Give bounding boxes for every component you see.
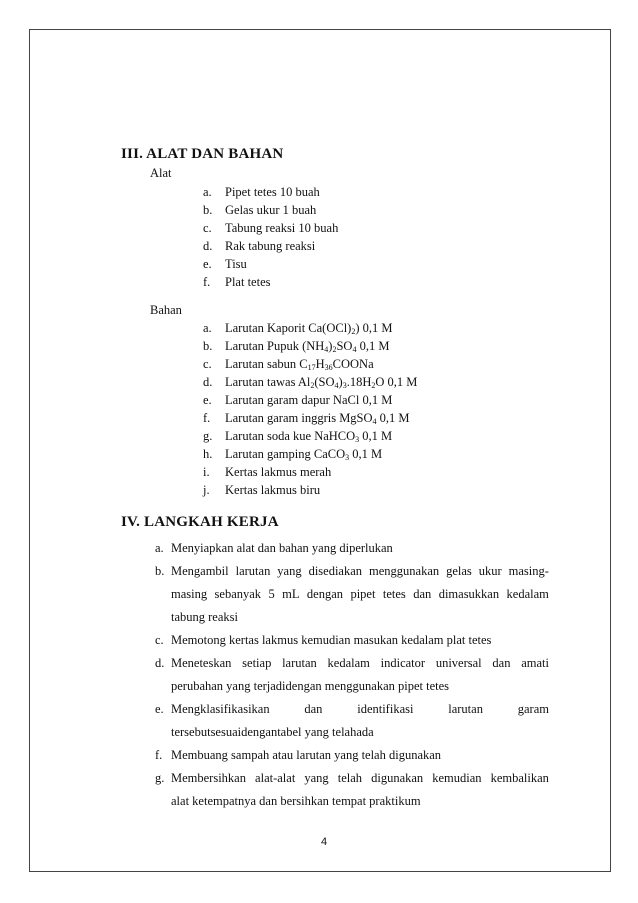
list-marker: c.: [203, 221, 212, 235]
list-marker: d.: [203, 239, 213, 253]
bahan-item: [203, 375, 417, 390]
list-marker: e.: [203, 393, 212, 407]
list-text: Kertas lakmus biru: [225, 483, 321, 497]
bahan-item: [203, 339, 389, 354]
bahan-item: [203, 483, 320, 498]
step-text: Menyiapkan alat dan bahan yang diperlukan: [171, 541, 393, 555]
step-marker: c.: [155, 633, 164, 647]
list-marker: b.: [203, 339, 213, 353]
bahan-label: Bahan: [150, 303, 182, 317]
step-item: [155, 748, 441, 763]
bahan-item: [203, 321, 393, 336]
list-marker: g.: [203, 429, 213, 443]
step-marker: a.: [155, 541, 164, 555]
alat-item: [203, 239, 315, 254]
list-text: Pipet tetes 10 buah: [225, 185, 320, 199]
list-marker: b.: [203, 203, 213, 217]
section-4-heading: IV. LANGKAH KERJA: [121, 514, 279, 530]
bahan-item: [203, 429, 392, 444]
list-text: Tabung reaksi 10 buah: [225, 221, 339, 235]
list-marker: e.: [203, 257, 212, 271]
list-text: Tisu: [225, 257, 247, 271]
list-text: Larutan tawas $Al_2(SO_4)_3.18H_2O$ 0,1 M: [225, 375, 418, 390]
list-text: Larutan garam inggris MgSO$_4$ 0,1 M: [225, 411, 410, 426]
step-marker: d.: [155, 656, 165, 670]
step-item: [155, 633, 491, 648]
step-item: [155, 541, 393, 556]
list-text: Larutan sabun $C_{17}H_{36}COONa$: [225, 357, 374, 372]
list-marker: h.: [203, 447, 213, 461]
alat-item: [203, 257, 247, 272]
list-text: Larutan Kaporit $Ca(OCl)_2$) 0,1 M: [225, 321, 393, 336]
list-marker: f.: [203, 411, 211, 425]
step-marker: b.: [155, 564, 165, 578]
alat-label: Alat: [150, 166, 172, 180]
list-text: Gelas ukur 1 buah: [225, 203, 317, 217]
step-marker: e.: [155, 702, 164, 716]
alat-item: [203, 185, 320, 200]
page-number: 4: [320, 836, 328, 848]
list-marker: a.: [203, 321, 212, 335]
list-text: Larutan soda kue NaHCO$_3$ 0,1 M: [225, 429, 393, 444]
alat-item: [203, 221, 338, 236]
list-marker: d.: [203, 375, 213, 389]
bahan-item: [203, 447, 382, 462]
list-marker: i.: [203, 465, 210, 479]
bahan-item: [203, 411, 410, 426]
list-text: Plat tetes: [225, 275, 271, 289]
step-text-line: tabung reaksi: [171, 610, 238, 624]
step-text-line: Mengambil larutan yang disediakan menggunakan gelas ukur masing-: [171, 564, 549, 578]
list-marker: a.: [203, 185, 212, 199]
step-text-line: perubahan yang terjadidengan menggunakan pipet tetes: [171, 679, 450, 693]
step-text-line: masing sebanyak 5 mL dengan pipet tetes dan dimasukkan kedalam: [171, 587, 549, 601]
bahan-item: [203, 465, 331, 480]
step-text-line: Membersihkan alat-alat yang telah digunakan kemudian kembalikan: [171, 771, 549, 785]
list-marker: c.: [203, 357, 212, 371]
bahan-item: [203, 393, 392, 408]
bahan-item: [203, 357, 374, 372]
step-text-line: alat ketempatnya dan bersihkan tempat praktikum: [171, 794, 421, 808]
step-text-line: Meneteskan setiap larutan kedalam indicator universal dan amati: [171, 656, 549, 670]
list-text: Kertas lakmus merah: [225, 465, 332, 479]
alat-item: [203, 275, 270, 290]
list-text: Larutan gamping CaCO$_3$ 0,1 M: [225, 447, 383, 462]
section-3-heading: III. ALAT DAN BAHAN: [121, 146, 284, 162]
list-marker: j.: [203, 483, 210, 497]
step-text-line: tersebutsesuaidengantabel yang telahada: [171, 725, 374, 739]
step-marker: g.: [155, 771, 165, 785]
step-text-line: Mengklasifikasikan dan identifikasi larutan garam: [171, 702, 549, 716]
step-marker: f.: [155, 748, 163, 762]
list-text: Larutan Pupuk $(NH_4)_2SO_4$ 0,1 M: [225, 339, 390, 354]
alat-item: [203, 203, 316, 218]
step-text: Membuang sampah atau larutan yang telah digunakan: [171, 748, 442, 762]
list-text: Larutan garam dapur NaCl 0,1 M: [225, 393, 393, 407]
list-text: Rak tabung reaksi: [225, 239, 316, 253]
step-text: Memotong kertas lakmus kemudian masukan kedalam plat tetes: [171, 633, 492, 647]
list-marker: f.: [203, 275, 211, 289]
